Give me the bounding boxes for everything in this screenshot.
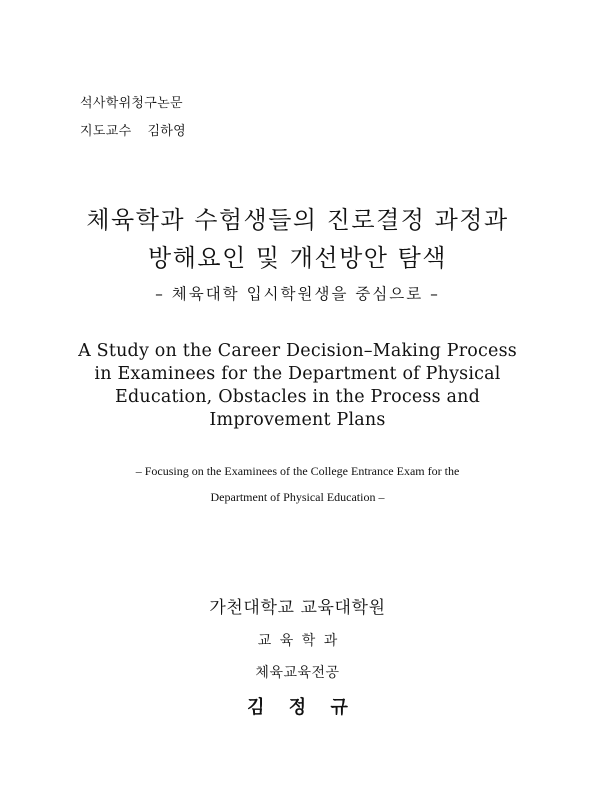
department: 교 육 학 과 (257, 633, 338, 649)
major: 체육교육전공 (255, 665, 340, 681)
english-title-line-3: Education, Obstacles in the Process and (114, 387, 481, 407)
korean-title-line-1: 체육학과 수험생들의 진로결정 과정과 (86, 206, 509, 234)
author-name: 김 정 규 (247, 697, 348, 718)
english-subtitle-line-2: Department of Physical Education – (210, 490, 385, 504)
advisor-line (80, 120, 186, 139)
advisor-name: 김하영 (147, 124, 187, 139)
english-title-line-4: Improvement Plans (209, 410, 386, 430)
english-title-line-1: A Study on the Career Decision–Making Process (78, 341, 517, 361)
degree-type: 석사학위청구논문 (80, 96, 183, 111)
graduate-school: 가천대학교 교육대학원 (209, 598, 386, 618)
english-subtitle-line-1: – Focusing on the Examinees of the College Entrance Exam for the (135, 464, 460, 478)
korean-subtitle: – 체육대학 입시학원생을 중심으로 – (155, 285, 440, 303)
english-title-line-2: in Examinees for the Department of Physical (94, 364, 501, 384)
korean-title-line-2: 방해요인 및 개선방안 탐색 (148, 244, 447, 272)
advisor-role: 지도교수 (80, 124, 132, 139)
